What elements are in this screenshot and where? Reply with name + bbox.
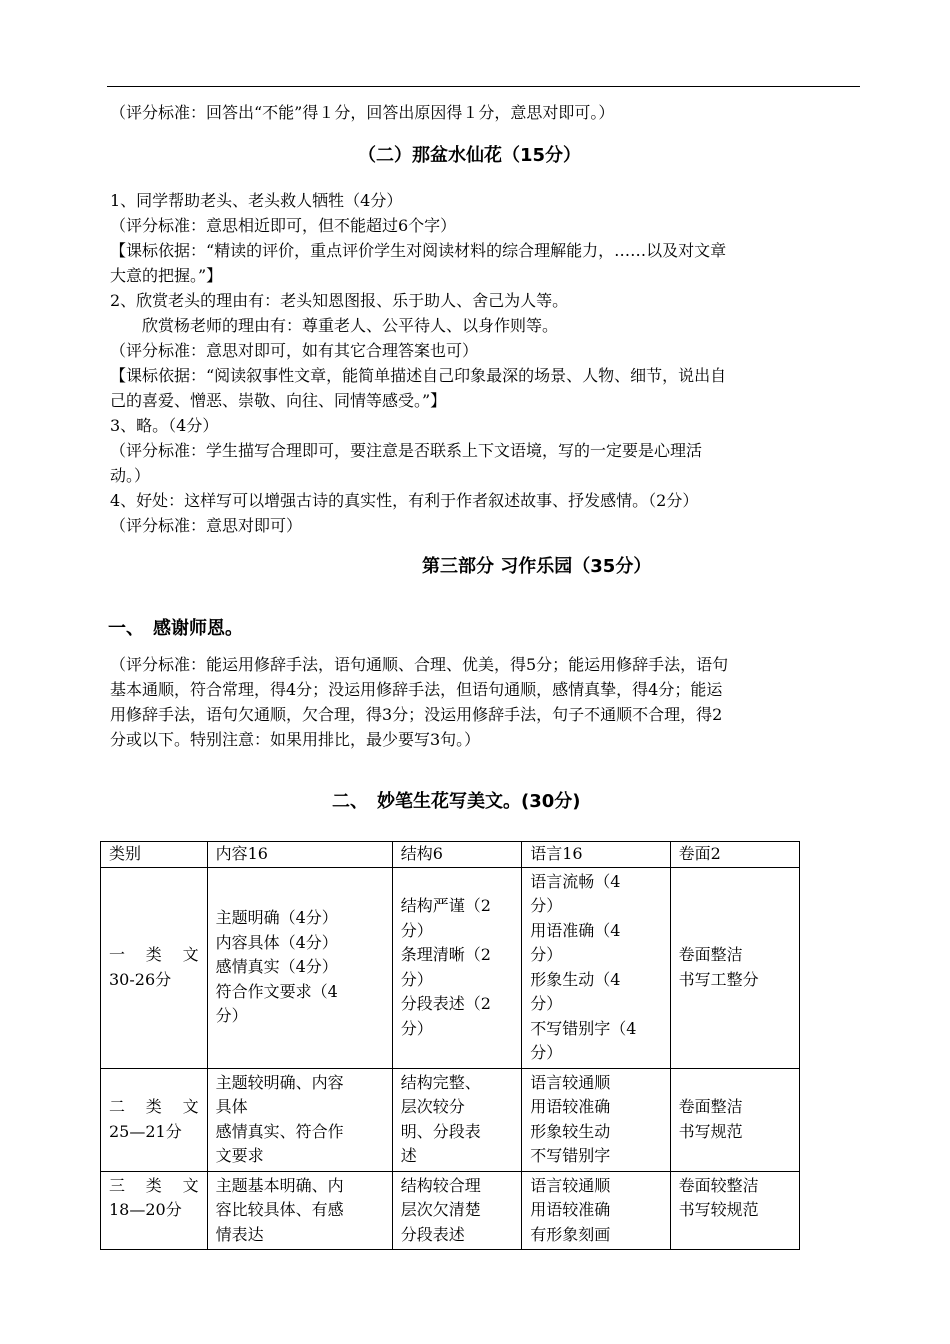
header-rule	[107, 86, 860, 87]
category-range: 25—21分	[109, 1121, 182, 1141]
header-language: 语言16	[522, 842, 670, 868]
cell-line: 结构完整、	[400, 1072, 481, 1092]
category-range: 18—20分	[109, 1200, 182, 1219]
cell-line: 有形象刻画	[530, 1224, 611, 1244]
language-cell	[522, 1171, 670, 1250]
header-neatness: 卷面2	[670, 842, 799, 868]
answer-line: 2、欣赏老头的理由有：老头知恩图报、乐于助人、舍己为人等。	[110, 291, 569, 310]
cell-line: 层次欠清楚	[400, 1200, 481, 1219]
cell-line: 语言流畅（4	[530, 871, 621, 891]
cell-line: 形象生动（4	[530, 969, 621, 989]
category-label: 二 类 文	[109, 1097, 199, 1116]
cell-line: 主题基本明确、内	[215, 1175, 344, 1195]
answer-line: 4、好处：这样写可以增强古诗的真实性，有利于作者叙述故事、抒发感情。（2分）	[110, 491, 699, 510]
cell-line: 用语准确（4	[530, 920, 621, 940]
answer-line: 动。）	[110, 466, 151, 485]
table-row	[101, 1171, 800, 1250]
scoring-line: （评分标准：能运用修辞手法，语句通顺、合理、优美，得5分；能运用修辞手法，语句	[110, 655, 729, 674]
cell-line: 分）	[530, 994, 563, 1013]
language-cell	[522, 867, 670, 1068]
part3-title: 第三部分 习作乐园（35分）	[422, 556, 652, 577]
cell-line: 用语较准确	[530, 1097, 611, 1116]
neatness-cell	[670, 1068, 799, 1171]
cell-line: 结构较合理	[400, 1175, 481, 1195]
answer-line: 1、同学帮助老头、老头救人牺牲（4分）	[110, 191, 403, 210]
cell-line: 用语较准确	[530, 1200, 611, 1219]
cell-line: 形象较生动	[530, 1121, 611, 1141]
cell-line: 语言较通顺	[530, 1072, 611, 1092]
answer-line: （评分标准：学生描写合理即可，要注意是否联系上下文语境，写的一定要是心理活	[110, 441, 703, 460]
cell-line: 感情真实、符合作	[215, 1121, 344, 1141]
cell-line: 分）	[530, 945, 563, 964]
cell-line: 情表达	[215, 1224, 264, 1244]
category-cell	[101, 867, 208, 1068]
category-cell	[101, 1171, 208, 1250]
cell-line: 书写规范	[678, 1121, 743, 1141]
cell-line: 感情真实（4分）	[215, 957, 338, 977]
structure-cell	[392, 1068, 521, 1171]
scoring-line: 分或以下。特别注意：如果用排比，最少要写3句。）	[110, 730, 481, 749]
cell-line: 分）	[400, 1018, 433, 1038]
cell-line: 分段表述（2	[400, 994, 491, 1013]
cell-line: 符合作文要求（4	[215, 981, 338, 1001]
cell-line: 具体	[215, 1097, 248, 1116]
cell-line: 不写错别字（4	[530, 1018, 637, 1038]
cell-line: 分段表述	[400, 1224, 465, 1244]
cell-line: 分）	[530, 1043, 563, 1062]
cell-line: 语言较通顺	[530, 1175, 611, 1195]
category-cell	[101, 1068, 208, 1171]
category-label: 一 类 文	[109, 945, 199, 964]
cell-line: 不写错别字	[530, 1146, 611, 1165]
cell-line: 分）	[400, 969, 433, 989]
question2-title: 二、 妙笔生花写美文。(30分)	[332, 791, 581, 812]
answer-line: 己的喜爱、憎恶、崇敬、向往、同情等感受。”】	[110, 391, 447, 410]
cell-line: 结构严谨（2	[400, 896, 491, 915]
answer-line: 【课标依据：“阅读叙事性文章，能简单描述自己印象最深的场景、人物、细节，说出自	[110, 366, 727, 385]
content-cell	[207, 867, 392, 1068]
answer-line: 【课标依据：“精读的评价，重点评价学生对阅读材料的综合理解能力，……以及对文章	[110, 241, 727, 260]
table-row	[101, 867, 800, 1068]
content-cell	[207, 1171, 392, 1250]
answer-line: 大意的把握。”】	[110, 266, 223, 285]
question1-title: 一、 感谢师恩。	[108, 618, 243, 639]
neatness-cell	[670, 867, 799, 1068]
cell-line: 条理清晰（2	[400, 945, 491, 964]
cell-line: 述	[400, 1146, 417, 1165]
answer-line: （评分标准：意思对即可，如有其它合理答案也可）	[110, 341, 479, 360]
cell-line: 分）	[400, 920, 433, 940]
scoring-line: 用修辞手法，语句欠通顺，欠合理，得3分；没运用修辞手法，句子不通顺不合理，得2	[110, 705, 723, 724]
cell-line: 文要求	[215, 1146, 264, 1165]
neatness-cell	[670, 1171, 799, 1250]
structure-cell	[392, 867, 521, 1068]
cell-line: 内容具体（4分）	[215, 932, 338, 952]
scoring-note-top: （评分标准：回答出“不能”得１分，回答出原因得１分，意思对即可。）	[110, 103, 615, 122]
scoring-line: 基本通顺，符合常理，得4分；没运用修辞手法，但语句通顺，感情真挚，得4分；能运	[110, 680, 723, 699]
answer-line: 3、略。（4分）	[110, 416, 219, 435]
header-structure: 结构6	[392, 842, 521, 868]
answer-line: （评分标准：意思相近即可，但不能超过6个字）	[110, 216, 457, 235]
cell-line: 层次较分	[400, 1097, 465, 1116]
table-row	[101, 1068, 800, 1171]
cell-line: 书写工整分	[678, 969, 759, 989]
header-category: 类别	[101, 842, 208, 868]
category-range: 30-26分	[109, 969, 172, 989]
cell-line: 分）	[530, 896, 563, 915]
cell-line: 卷面较整洁	[678, 1175, 759, 1195]
cell-line: 明、分段表	[400, 1121, 481, 1141]
cell-line: 主题明确（4分）	[215, 908, 338, 928]
cell-line: 容比较具体、有感	[215, 1200, 344, 1219]
structure-cell	[392, 1171, 521, 1250]
header-content: 内容16	[207, 842, 392, 868]
answer-line: （评分标准：意思对即可）	[110, 516, 303, 535]
cell-line: 卷面整洁	[678, 945, 743, 964]
category-label: 三 类 文	[109, 1175, 199, 1195]
language-cell	[522, 1068, 670, 1171]
essay-scoring-table	[100, 841, 800, 1250]
cell-line: 卷面整洁	[678, 1097, 743, 1116]
answer-line: 欣赏杨老师的理由有：尊重老人、公平待人、以身作则等。	[126, 316, 559, 335]
cell-line: 书写较规范	[678, 1200, 759, 1219]
content-cell	[207, 1068, 392, 1171]
cell-line: 分）	[215, 1006, 248, 1026]
table-header-row	[101, 842, 800, 868]
section-title-narcissus: （二）那盆水仙花（15分）	[358, 145, 582, 166]
cell-line: 主题较明确、内容	[215, 1072, 344, 1092]
